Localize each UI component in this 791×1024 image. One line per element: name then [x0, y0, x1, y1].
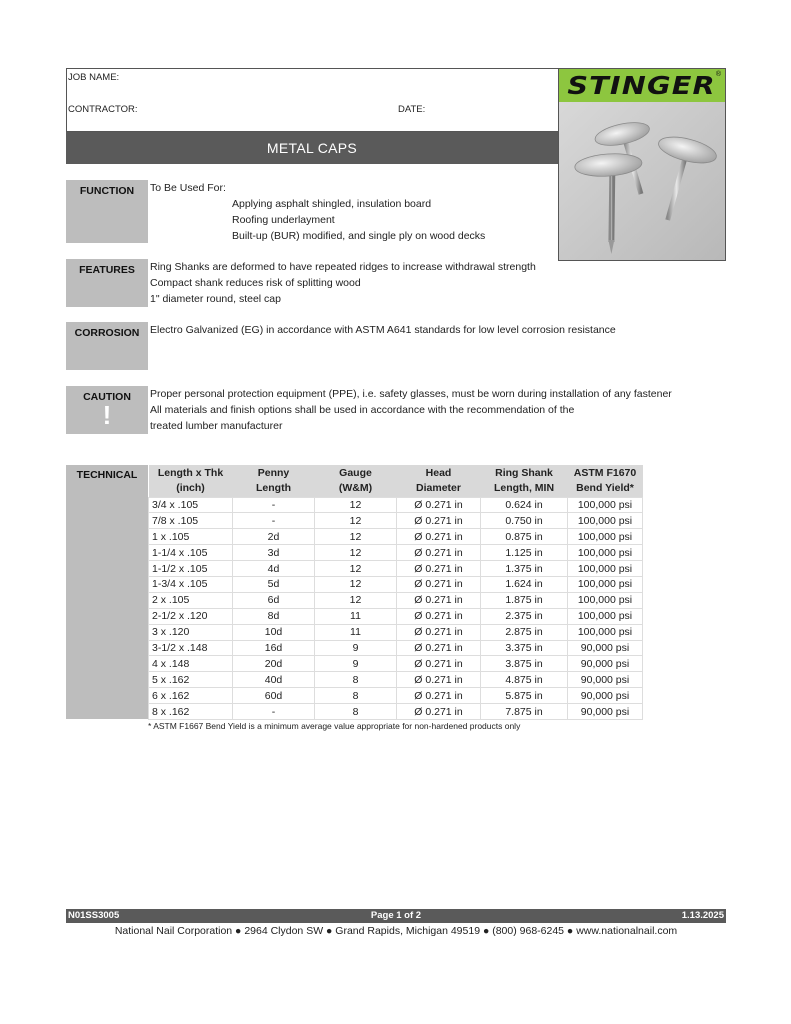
cell-bend-yield: 100,000 psi	[568, 545, 643, 561]
table-row	[149, 624, 643, 640]
cell-length: 1-1/4 x .105	[149, 545, 233, 561]
col-header-head-diameter: Head Diameter	[397, 465, 481, 497]
corrosion-text: Electro Galvanized (EG) in accordance with ASTM A641 standards for low level corrosion resistance	[150, 324, 616, 336]
cell-gauge: 8	[315, 672, 397, 688]
doc-date: 1.13.2025	[681, 910, 724, 921]
cell-length: 8 x .162	[149, 704, 233, 720]
cell-penny: 60d	[233, 688, 315, 704]
cell-head-diameter: Ø 0.271 in	[397, 576, 481, 592]
function-item: Roofing underlayment	[232, 214, 335, 226]
cell-ring-shank: 0.875 in	[481, 529, 568, 545]
table-row	[149, 545, 643, 561]
cell-head-diameter: Ø 0.271 in	[397, 513, 481, 529]
cell-head-diameter: Ø 0.271 in	[397, 608, 481, 624]
cell-penny: 3d	[233, 545, 315, 561]
cell-head-diameter: Ø 0.271 in	[397, 656, 481, 672]
contractor-label: CONTRACTOR:	[68, 104, 138, 115]
table-row	[149, 497, 643, 513]
cell-gauge: 12	[315, 497, 397, 513]
cell-head-diameter: Ø 0.271 in	[397, 497, 481, 513]
cell-penny: -	[233, 704, 315, 720]
date-label: DATE:	[398, 104, 426, 115]
table-row	[149, 640, 643, 656]
cell-ring-shank: 5.875 in	[481, 688, 568, 704]
cell-bend-yield: 90,000 psi	[568, 640, 643, 656]
cell-gauge: 12	[315, 576, 397, 592]
table-row	[149, 704, 643, 720]
logo	[559, 69, 725, 102]
cell-ring-shank: 1.875 in	[481, 592, 568, 608]
cell-head-diameter: Ø 0.271 in	[397, 561, 481, 577]
cell-length: 6 x .162	[149, 688, 233, 704]
job-name-label: JOB NAME:	[68, 72, 120, 83]
table-row	[149, 688, 643, 704]
cell-length: 7/8 x .105	[149, 513, 233, 529]
function-item: Applying asphalt shingled, insulation board	[232, 198, 432, 210]
table-row	[149, 608, 643, 624]
logo-text: STINGER	[567, 71, 717, 100]
cell-gauge: 12	[315, 545, 397, 561]
table-row	[149, 576, 643, 592]
table-row	[149, 672, 643, 688]
caution-line: Proper personal protection equipment (PPE), i.e. safety glasses, must be worn during installation of any fastener	[150, 388, 672, 400]
cell-gauge: 8	[315, 704, 397, 720]
function-text	[150, 180, 485, 244]
cell-ring-shank: 3.375 in	[481, 640, 568, 656]
cell-ring-shank: 2.875 in	[481, 624, 568, 640]
col-header-ring-shank: Ring Shank Length, MIN	[481, 465, 568, 497]
col-header-penny: Penny Length	[233, 465, 315, 497]
table-row	[149, 656, 643, 672]
cell-ring-shank: 1.125 in	[481, 545, 568, 561]
cell-gauge: 11	[315, 624, 397, 640]
cell-length: 2 x .105	[149, 592, 233, 608]
cell-ring-shank: 1.624 in	[481, 576, 568, 592]
cell-head-diameter: Ø 0.271 in	[397, 704, 481, 720]
cell-length: 1 x .105	[149, 529, 233, 545]
cell-gauge: 11	[315, 608, 397, 624]
cell-head-diameter: Ø 0.271 in	[397, 624, 481, 640]
caution-label	[66, 386, 148, 434]
cell-penny: 4d	[233, 561, 315, 577]
job-info-box	[66, 68, 558, 132]
cell-length: 1-3/4 x .105	[149, 576, 233, 592]
cell-penny: 6d	[233, 592, 315, 608]
cell-gauge: 9	[315, 640, 397, 656]
footnote: * ASTM F1667 Bend Yield is a minimum average value appropriate for non-hardened products only	[148, 721, 521, 731]
cell-ring-shank: 1.375 in	[481, 561, 568, 577]
cell-head-diameter: Ø 0.271 in	[397, 529, 481, 545]
product-photo	[559, 102, 725, 261]
cell-ring-shank: 4.875 in	[481, 672, 568, 688]
cell-length: 4 x .148	[149, 656, 233, 672]
cell-penny: 5d	[233, 576, 315, 592]
cell-penny: 2d	[233, 529, 315, 545]
cell-length: 1-1/2 x .105	[149, 561, 233, 577]
table-row	[149, 561, 643, 577]
function-intro: To Be Used For:	[150, 182, 226, 194]
cell-bend-yield: 100,000 psi	[568, 592, 643, 608]
technical-label: TECHNICAL	[66, 465, 148, 719]
brand-panel	[558, 68, 726, 261]
cell-bend-yield: 90,000 psi	[568, 704, 643, 720]
function-item: Built-up (BUR) modified, and single ply on wood decks	[232, 230, 486, 242]
cell-head-diameter: Ø 0.271 in	[397, 592, 481, 608]
cell-ring-shank: 3.875 in	[481, 656, 568, 672]
table-header-row	[149, 465, 643, 497]
doc-code: N01SS3005	[68, 910, 120, 921]
cell-gauge: 12	[315, 529, 397, 545]
cell-bend-yield: 90,000 psi	[568, 672, 643, 688]
feature-item: Compact shank reduces risk of splitting wood	[150, 277, 361, 289]
company-address: National Nail Corporation ● 2964 Clydon SW ● Grand Rapids, Michigan 49519 ● (800) 968-6245 ● www.nationalnail.com	[114, 925, 678, 937]
cell-bend-yield: 90,000 psi	[568, 688, 643, 704]
cell-head-diameter: Ø 0.271 in	[397, 688, 481, 704]
cell-penny: -	[233, 513, 315, 529]
col-header-gauge: Gauge (W&M)	[315, 465, 397, 497]
cell-bend-yield: 100,000 psi	[568, 497, 643, 513]
cell-ring-shank: 2.375 in	[481, 608, 568, 624]
technical-table	[148, 465, 643, 720]
cell-length: 2-1/2 x .120	[149, 608, 233, 624]
cell-penny: 20d	[233, 656, 315, 672]
cell-bend-yield: 100,000 psi	[568, 576, 643, 592]
footer-bar	[66, 909, 726, 923]
col-header-bend-yield: ASTM F1670 Bend Yield*	[568, 465, 643, 497]
caution-line: All materials and finish options shall be used in accordance with the recommendation of the	[150, 404, 575, 416]
registered-mark: ®	[715, 71, 721, 78]
caution-line: treated lumber manufacturer	[150, 420, 283, 432]
cell-bend-yield: 100,000 psi	[568, 608, 643, 624]
cell-head-diameter: Ø 0.271 in	[397, 640, 481, 656]
cell-penny: 10d	[233, 624, 315, 640]
cell-length: 3 x .120	[149, 624, 233, 640]
cell-head-diameter: Ø 0.271 in	[397, 672, 481, 688]
cell-bend-yield: 100,000 psi	[568, 624, 643, 640]
cell-head-diameter: Ø 0.271 in	[397, 545, 481, 561]
cell-bend-yield: 100,000 psi	[568, 561, 643, 577]
features-text	[150, 259, 536, 307]
cell-ring-shank: 7.875 in	[481, 704, 568, 720]
table-row	[149, 592, 643, 608]
features-label: FEATURES	[66, 259, 148, 307]
cell-penny: 8d	[233, 608, 315, 624]
cell-bend-yield: 100,000 psi	[568, 529, 643, 545]
feature-item: Ring Shanks are deformed to have repeated ridges to increase withdrawal strength	[150, 261, 536, 273]
exclamation-icon: !	[102, 400, 112, 430]
table-row	[149, 513, 643, 529]
page-number: Page 1 of 2	[370, 910, 422, 921]
cell-gauge: 12	[315, 592, 397, 608]
cell-length: 3/4 x .105	[149, 497, 233, 513]
cell-gauge: 12	[315, 561, 397, 577]
cell-bend-yield: 90,000 psi	[568, 656, 643, 672]
cell-gauge: 9	[315, 656, 397, 672]
product-title: METAL CAPS	[66, 132, 558, 164]
caution-label-text: CAUTION	[83, 391, 131, 403]
cell-penny: 16d	[233, 640, 315, 656]
feature-item: 1" diameter round, steel cap	[150, 293, 281, 305]
table-row	[149, 529, 643, 545]
cell-penny: -	[233, 497, 315, 513]
cell-penny: 40d	[233, 672, 315, 688]
cell-ring-shank: 0.750 in	[481, 513, 568, 529]
cell-length: 5 x .162	[149, 672, 233, 688]
function-label: FUNCTION	[66, 180, 148, 243]
col-header-length: Length x Thk (inch)	[149, 465, 233, 497]
cell-length: 3-1/2 x .148	[149, 640, 233, 656]
cell-gauge: 8	[315, 688, 397, 704]
cell-bend-yield: 100,000 psi	[568, 513, 643, 529]
caution-text	[150, 386, 672, 434]
cell-gauge: 12	[315, 513, 397, 529]
corrosion-label: CORROSION	[66, 322, 148, 370]
cell-ring-shank: 0.624 in	[481, 497, 568, 513]
